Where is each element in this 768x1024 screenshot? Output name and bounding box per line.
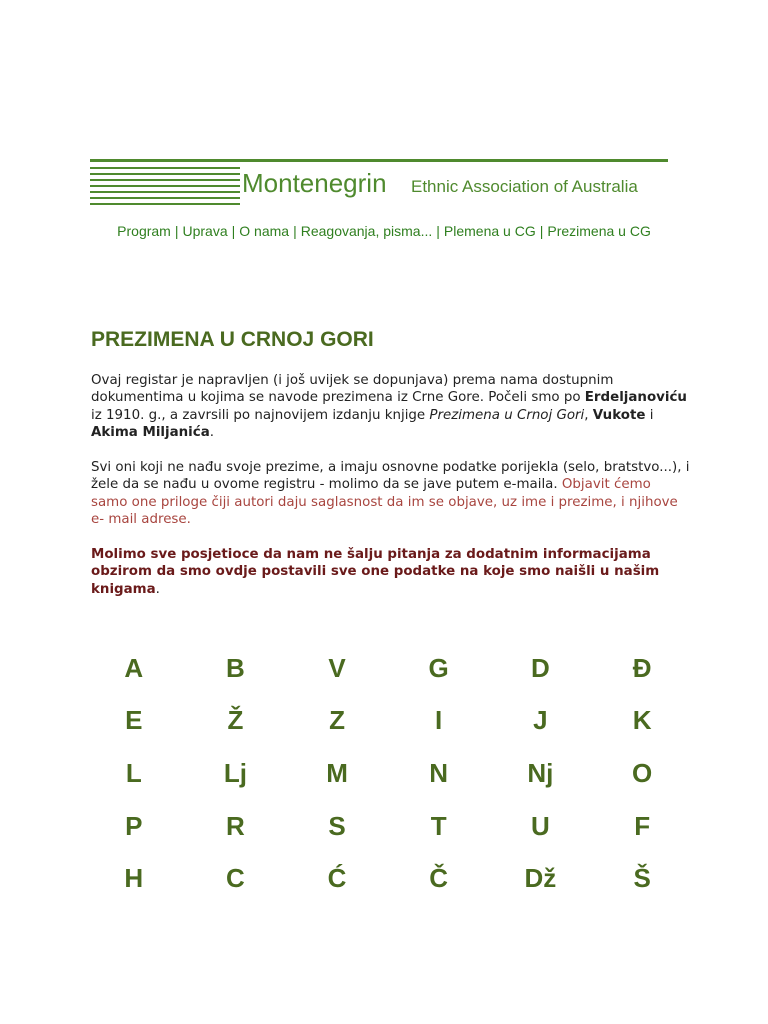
- alphabet-row: [83, 800, 693, 853]
- letter-link[interactable]: R: [226, 810, 245, 841]
- intro-paragraph: [91, 372, 691, 442]
- alphabet-row: [83, 747, 693, 800]
- author-vukota: Vukote: [592, 407, 646, 423]
- book-title: Prezimena u Crnoj Gori: [429, 407, 585, 423]
- site-banner: [90, 159, 670, 209]
- letter-link[interactable]: J: [533, 705, 548, 736]
- letter-link[interactable]: S: [328, 810, 346, 841]
- nav-separator: |: [436, 223, 440, 239]
- letter-link[interactable]: Ž: [227, 705, 244, 736]
- letter-link[interactable]: Č: [429, 863, 449, 894]
- letter-link[interactable]: Lj: [223, 757, 247, 788]
- intro-text: iz 1910. g., a zavrsili po najnovijem izdanju knjige: [91, 407, 430, 423]
- intro-text: i: [645, 407, 654, 423]
- letter-link[interactable]: G: [428, 652, 449, 683]
- nav-program[interactable]: Program: [117, 223, 171, 239]
- intro-text: Ovaj registar je napravljen (i još uvijek se dopunjava) prema nama dostupnim dokumentima u kojima se navode prezimena iz Crne Gore. Počeli smo po: [91, 373, 614, 406]
- letter-link[interactable]: P: [125, 810, 143, 841]
- letter-link[interactable]: K: [632, 705, 652, 736]
- notice-end: .: [155, 581, 160, 597]
- letter-link[interactable]: N: [429, 757, 449, 788]
- contact-text: Svi oni koji ne nađu svoje prezime, a imaju osnovne podatke porijekla (selo, bratstvo...), i žele da se nađu u ovome registru - molimo da se jave putem e-maila.: [91, 460, 690, 493]
- letter-link[interactable]: Nj: [527, 757, 554, 788]
- contact-paragraph: [91, 459, 691, 529]
- letter-link[interactable]: A: [124, 652, 144, 683]
- author-miljanic: Akima Miljanića: [91, 425, 210, 441]
- letter-link[interactable]: Đ: [632, 652, 652, 683]
- letter-link[interactable]: Š: [633, 863, 651, 894]
- letter-link[interactable]: I: [435, 705, 443, 736]
- alphabet-row: [83, 642, 693, 695]
- letter-link[interactable]: V: [328, 652, 346, 683]
- letter-link[interactable]: L: [125, 757, 142, 788]
- letter-link[interactable]: Dž: [524, 863, 557, 894]
- nav-uprava[interactable]: Uprava: [182, 223, 228, 239]
- nav-prezimena[interactable]: Prezimena u CG: [547, 223, 651, 239]
- nav-separator: |: [293, 223, 297, 239]
- letter-link[interactable]: T: [430, 810, 447, 841]
- notice-paragraph: [91, 546, 691, 598]
- banner-logo: [90, 159, 670, 209]
- letter-link[interactable]: H: [124, 863, 144, 894]
- intro-text: ,: [584, 407, 593, 423]
- alphabet-row: [83, 852, 693, 905]
- letter-link[interactable]: D: [531, 652, 550, 683]
- nav-separator: |: [539, 223, 544, 239]
- letter-link[interactable]: E: [125, 705, 143, 736]
- author-erdeljanovic: Erdeljanoviću: [584, 390, 687, 406]
- letter-link[interactable]: F: [634, 810, 651, 841]
- logo-rest: Ethnic Association of Australia: [411, 177, 638, 196]
- letter-link[interactable]: B: [226, 652, 245, 683]
- letter-link[interactable]: O: [632, 757, 653, 788]
- notice-text: Molimo sve posjetioce da nam ne šalju pitanja za dodatnim informacijama obzirom da smo ovdje postavili sve one podatke na koje smo naišli u našim knigama: [91, 547, 660, 597]
- nav-o-nama[interactable]: O nama: [239, 223, 290, 239]
- letter-link[interactable]: U: [531, 810, 550, 841]
- logo-word: Montenegrin: [242, 168, 387, 198]
- intro-text: .: [209, 425, 215, 441]
- letter-link[interactable]: Ć: [327, 863, 347, 894]
- page-title: PREZIMENA U CRNOJ GORI: [91, 328, 374, 351]
- banner-top-line: [90, 159, 668, 162]
- letter-link[interactable]: C: [226, 863, 245, 894]
- nav-separator: |: [231, 223, 236, 239]
- main-nav: [0, 223, 768, 239]
- publish-consent-note: Objavit ćemo samo one priloge čiji autori daju saglasnost da im se objave, uz ime i prezime, i njihove e- mail adrese.: [91, 477, 678, 528]
- nav-separator: |: [174, 223, 179, 239]
- alphabet-row: [83, 695, 693, 748]
- nav-reagovanja[interactable]: Reagovanja, pisma...: [300, 223, 433, 239]
- letter-link[interactable]: M: [326, 757, 348, 788]
- alphabet-index: [83, 642, 693, 905]
- nav-plemena[interactable]: Plemena u CG: [443, 223, 536, 239]
- letter-link[interactable]: Z: [329, 705, 345, 736]
